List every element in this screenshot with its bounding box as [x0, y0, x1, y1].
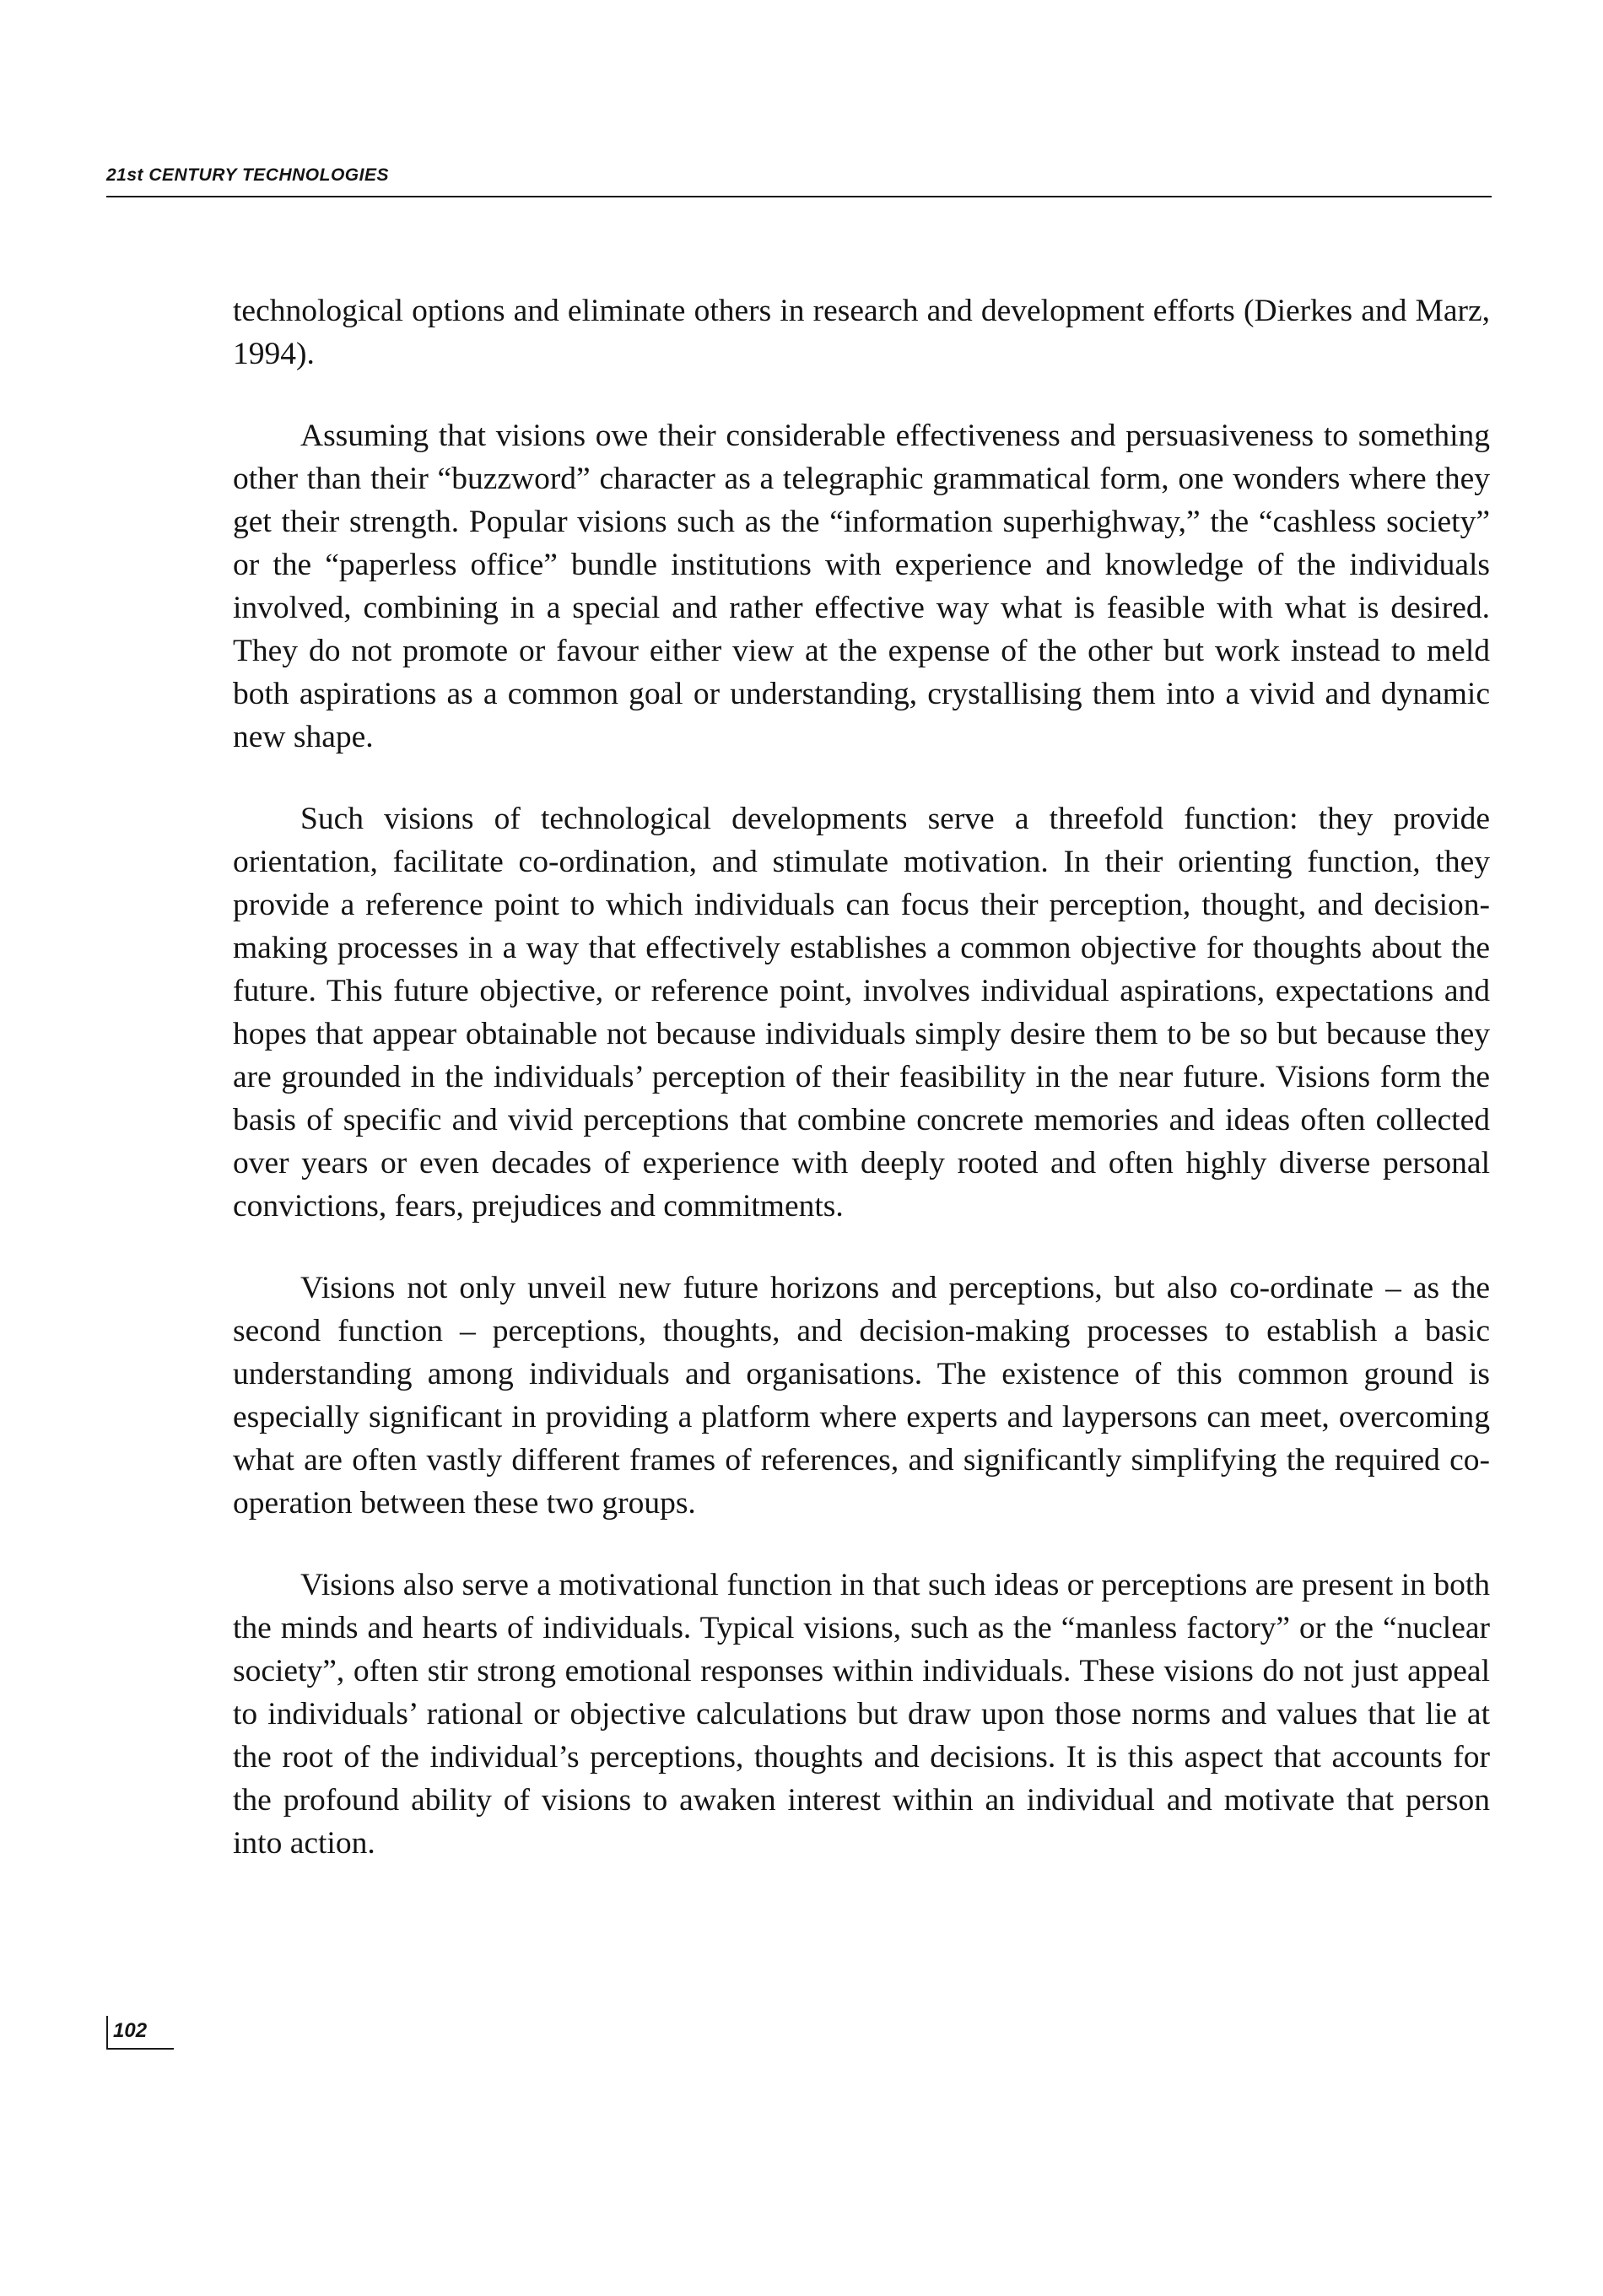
header-rule: [106, 196, 1492, 197]
running-header: 21st CENTURY TECHNOLOGIES: [106, 165, 389, 185]
paragraph-5: Visions also serve a motivational function in that such ideas or perceptions are present in both the minds and hearts of individuals. Typical visions, such as the “manless factory” or the “nuclear society”, often stir strong emotional responses within individuals. These visions do not just appeal to individuals’ rational or objective calculations but draw upon those norms and values that lie at the root of the individual’s perceptions, thoughts and decisions. It is this aspect that accounts for the profound ability of visions to awaken interest within an individual and motivate that person into action.: [233, 1568, 1490, 1861]
paragraph-3: Such visions of technological developments serve a threefold function: they provide orientation, facilitate co-ordination, and stimulate motivation. In their orienting function, they provide a reference point to which individuals can focus their perception, thought, and decision-making processes in a way that effectively establishes a common objective for thoughts about the future. This future objective, or reference point, involves individual aspirations, expectations and hopes that appear obtainable not because individuals simply desire them to be so but because they are grounded in the individuals’ perception of their feasibility in the near future. Visions form the basis of specific and vivid perceptions that combine concrete memories and ideas often collected over years or even decades of experience with deeply rooted and often highly diverse personal convictions, fears, prejudices and commitments.: [233, 802, 1490, 1224]
paragraph-1: technological options and eliminate others in research and development efforts (Dierkes and Marz, 1994).: [233, 294, 1490, 371]
paragraph-2: Assuming that visions owe their considerable effectiveness and persuasiveness to something other than their “buzzword” character as a telegraphic grammatical form, one wonders where they get their strength. Popular visions such as the “information superhighway,” the “cashless society” or the “paperless office” bundle institutions with experience and knowledge of the individuals involved, combining in a special and rather effective way what is feasible with what is desired. They do not promote or favour either view at the expense of the other but work instead to meld both aspirations as a common goal or understanding, crystallising them into a vivid and dynamic new shape.: [233, 419, 1490, 754]
page-number: 102: [106, 2016, 174, 2050]
paragraph-4: Visions not only unveil new future horizons and perceptions, but also co-ordinate – as the second function – perceptions, thoughts, and decision-making processes to establish a basic understanding among individuals and organisations. The existence of this common ground is especially significant in providing a platform where experts and laypersons can meet, overcoming what are often vastly different frames of references, and significantly simplifying the required co-operation between these two groups.: [233, 1271, 1490, 1521]
body-text: [233, 289, 1490, 1904]
